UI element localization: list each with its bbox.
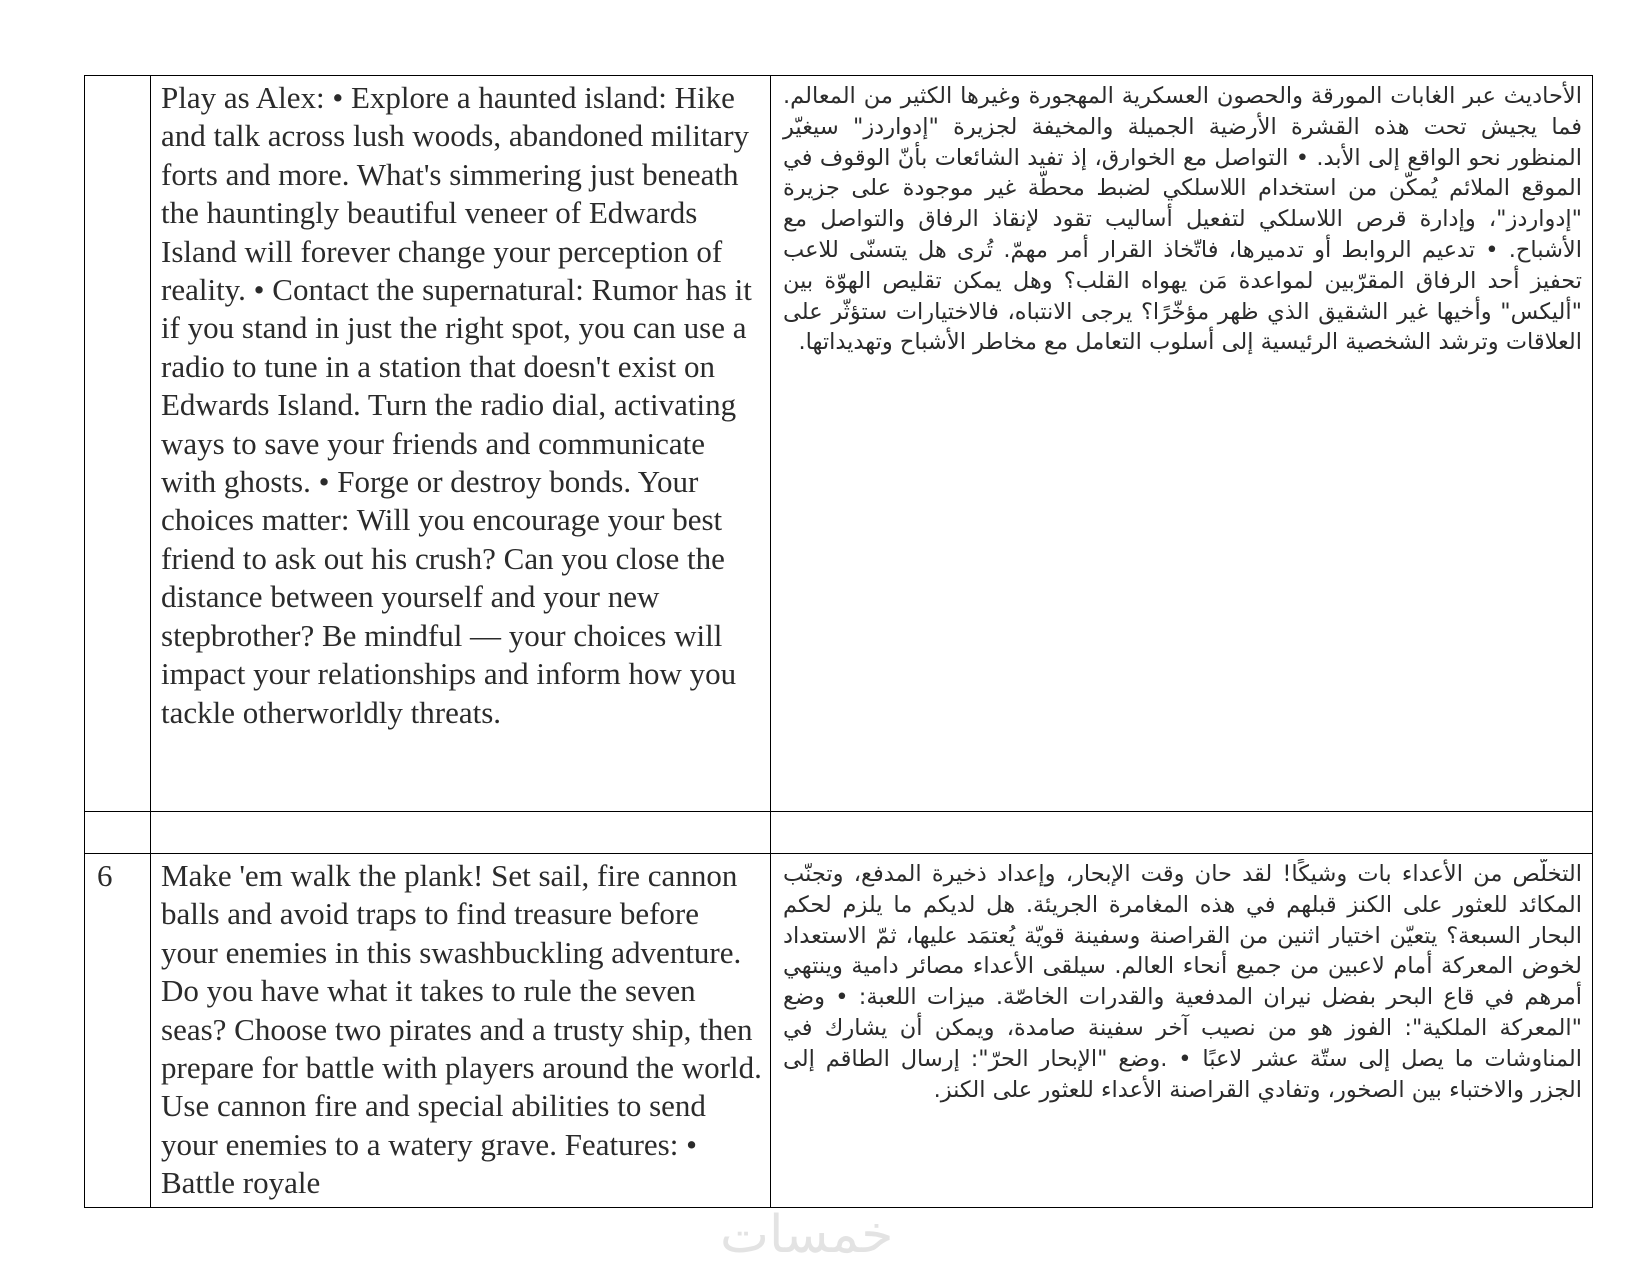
translation-table bbox=[84, 75, 1593, 1208]
arabic-text-cell: الأحاديث عبر الغابات المورقة والحصون العسكرية المهجورة وغيرها الكثير من المعالم. فما يجيش تحت هذه القشرة الأرضية الجميلة والمخيفة لجزيرة "إدواردز" سيغيّر المنظور نحو الواقع إلى الأبد. • التواصل مع الخوارق، إذ تفيد الشائعات بأنّ الوقوف في الموقع الملائم يُمكّن من استخدام اللاسلكي لضبط محطّة غير موجودة على جزيرة "إدواردز"، وإدارة قرص اللاسلكي لتفعيل أساليب تقود لإنقاذ الرفاق والتواصل مع الأشباح. • تدعيم الروابط أو تدميرها، فاتّخاذ القرار أمر مهمّ. تُرى هل يتسنّى للاعب تحفيز أحد الرفاق المقرّبين لمواعدة مَن يهواه القلب؟ وهل يمكن تقليص الهوّة بين "أليكس" وأخيها غير الشقيق الذي ظهر مؤخّرًا؟ يرجى الانتباه، فالاختيارات ستؤثّر على العلاقات وترشد الشخصية الرئيسية إلى أسلوب التعامل مع مخاطر الأشباح وتهديداتها. bbox=[771, 76, 1593, 812]
table-row bbox=[85, 854, 1593, 1208]
arabic-text: التخلّص من الأعداء بات وشيكًا! لقد حان وقت الإبحار، وإعداد ذخيرة المدفع، وتجنّب المكائد للعثور على الكنز قبلهم في هذه المغامرة الجريئة. هل لديكم ما يلزم لحكم البحار السبعة؟ يتعيّن اختيار اثنين من القراصنة وسفينة قويّة يُعتمَد عليها، ثمّ الاستعداد لخوض المعركة أمام لاعبين من جميع أنحاء العالم. سيلقى الأعداء مصائر دامية وينتهي أمرهم في قاع البحر بفضل نيران المدفعية والقدرات الخاصّة. ميزات اللعبة: • وضع "المعركة الملكية": الفوز هو من نصيب آخر سفينة صامدة، ويمكن أن يشارك في المناوشات ما يصل إلى ستّة عشر لاعبًا • .وضع "الإبحار الحرّ": إرسال الطاقم إلى الجزر والاختباء بين الصخور، وتفادي القراصنة الأعداء للعثور على الكنز. bbox=[783, 861, 1582, 1103]
arabic-text-cell bbox=[771, 854, 1593, 1208]
english-text-cell: Play as Alex: • Explore a haunted island: Hike and talk across lush woods, abandoned military forts and more. What's simmering just beneath the hauntingly beautiful veneer of Edwards Island will forever change your perception of reality. • Contact the supernatural: Rumor has it if you stand in just the right spot, you can use a radio to tune in a station that doesn't exist on Edwards Island. Turn the radio dial, activating ways to save your friends and communicate with ghosts. • Forge or destroy bonds. Your choices matter: Will you encourage your best friend to ask out his crush? Can you close the distance between yourself and your new stepbrother? Be mindful — your choices will impact your relationships and inform how you tackle otherworldly threats. bbox=[151, 76, 771, 812]
arabic-text-cell bbox=[771, 812, 1593, 854]
row-number-cell bbox=[85, 812, 151, 854]
table-row bbox=[85, 76, 1593, 812]
row-number-cell bbox=[85, 76, 151, 812]
english-text-cell bbox=[151, 854, 771, 1208]
watermark-logo: خمسات bbox=[720, 1205, 894, 1265]
row-number-cell: 6 bbox=[85, 854, 151, 1208]
english-text: Make 'em walk the plank! Set sail, fire cannon balls and avoid traps to find treasure before your enemies in this swashbuckling adventure. Do you have what it takes to rule the seven seas? Choose two pirates and a trusty ship, then prepare for battle with players around the world. Use cannon fire and special abilities to send your enemies to a watery grave. Features: • Battle royale bbox=[161, 858, 762, 1201]
english-text-cell bbox=[151, 812, 771, 854]
table-row bbox=[85, 812, 1593, 854]
